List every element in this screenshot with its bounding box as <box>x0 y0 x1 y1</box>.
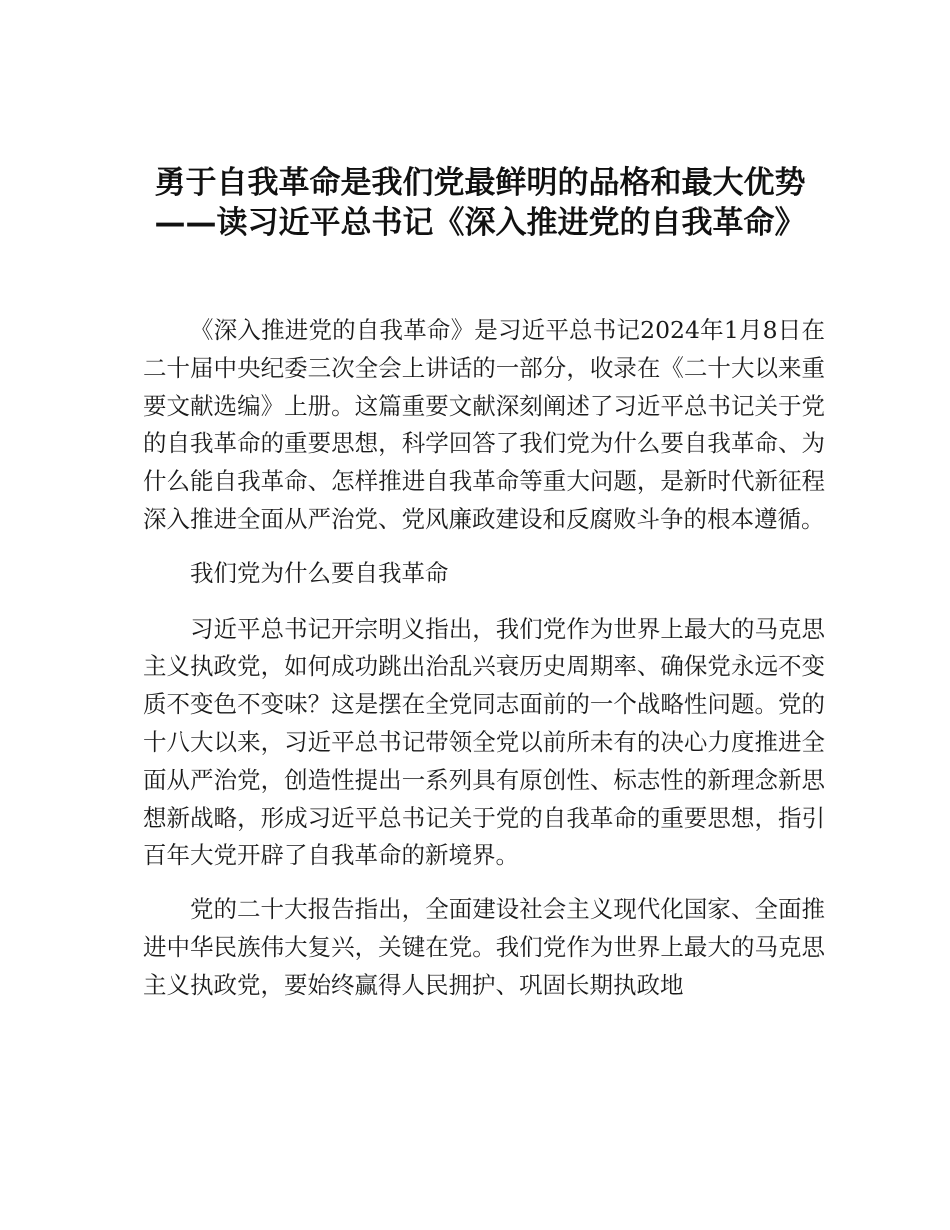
document-body <box>143 312 825 1021</box>
document-title: 勇于自我革命是我们党最鲜明的品格和最大优势——读习近平总书记《深入推进党的自我革命》 <box>154 165 806 241</box>
section-heading: 我们党为什么要自我革命 <box>190 558 449 587</box>
paragraph-intro: 《深入推进党的自我革命》是习近平总书记2024年1月8日在二十届中央纪委三次全会上讲话的一部分，收录在《二十大以来重要文献选编》上册。这篇重要文献深刻阐述了习近平总书记关于党的自我革命的重要思想，科学回答了我们党为什么要自我革命、为什么能自我革命、怎样推进自我革命等重大问题，是新时代新征程深入推进全面从严治党、党风廉政建设和反腐败斗争的根本遵循。 <box>143 316 825 533</box>
paragraph-why-self-revolution: 习近平总书记开宗明义指出，我们党作为世界上最大的马克思主义执政党，如何成功跳出治乱兴衰历史周期率、确保党永远不变质不变色不变味？这是摆在全党同志面前的一个战略性问题。党的十八大以来，习近平总书记带领全党以前所未有的决心力度推进全面从严治党，创造性提出一系列具有原创性、标志性的新理念新思想新战略，形成习近平总书记关于党的自我革命的重要思想，指引百年大党开辟了自我革命的新境界。 <box>143 614 825 870</box>
paragraph-twentieth-congress: 党的二十大报告指出，全面建设社会主义现代化国家、全面推进中华民族伟大复兴，关键在党。我们党作为世界上最大的马克思主义执政党，要始终赢得人民拥护、巩固长期执政地 <box>143 895 825 999</box>
